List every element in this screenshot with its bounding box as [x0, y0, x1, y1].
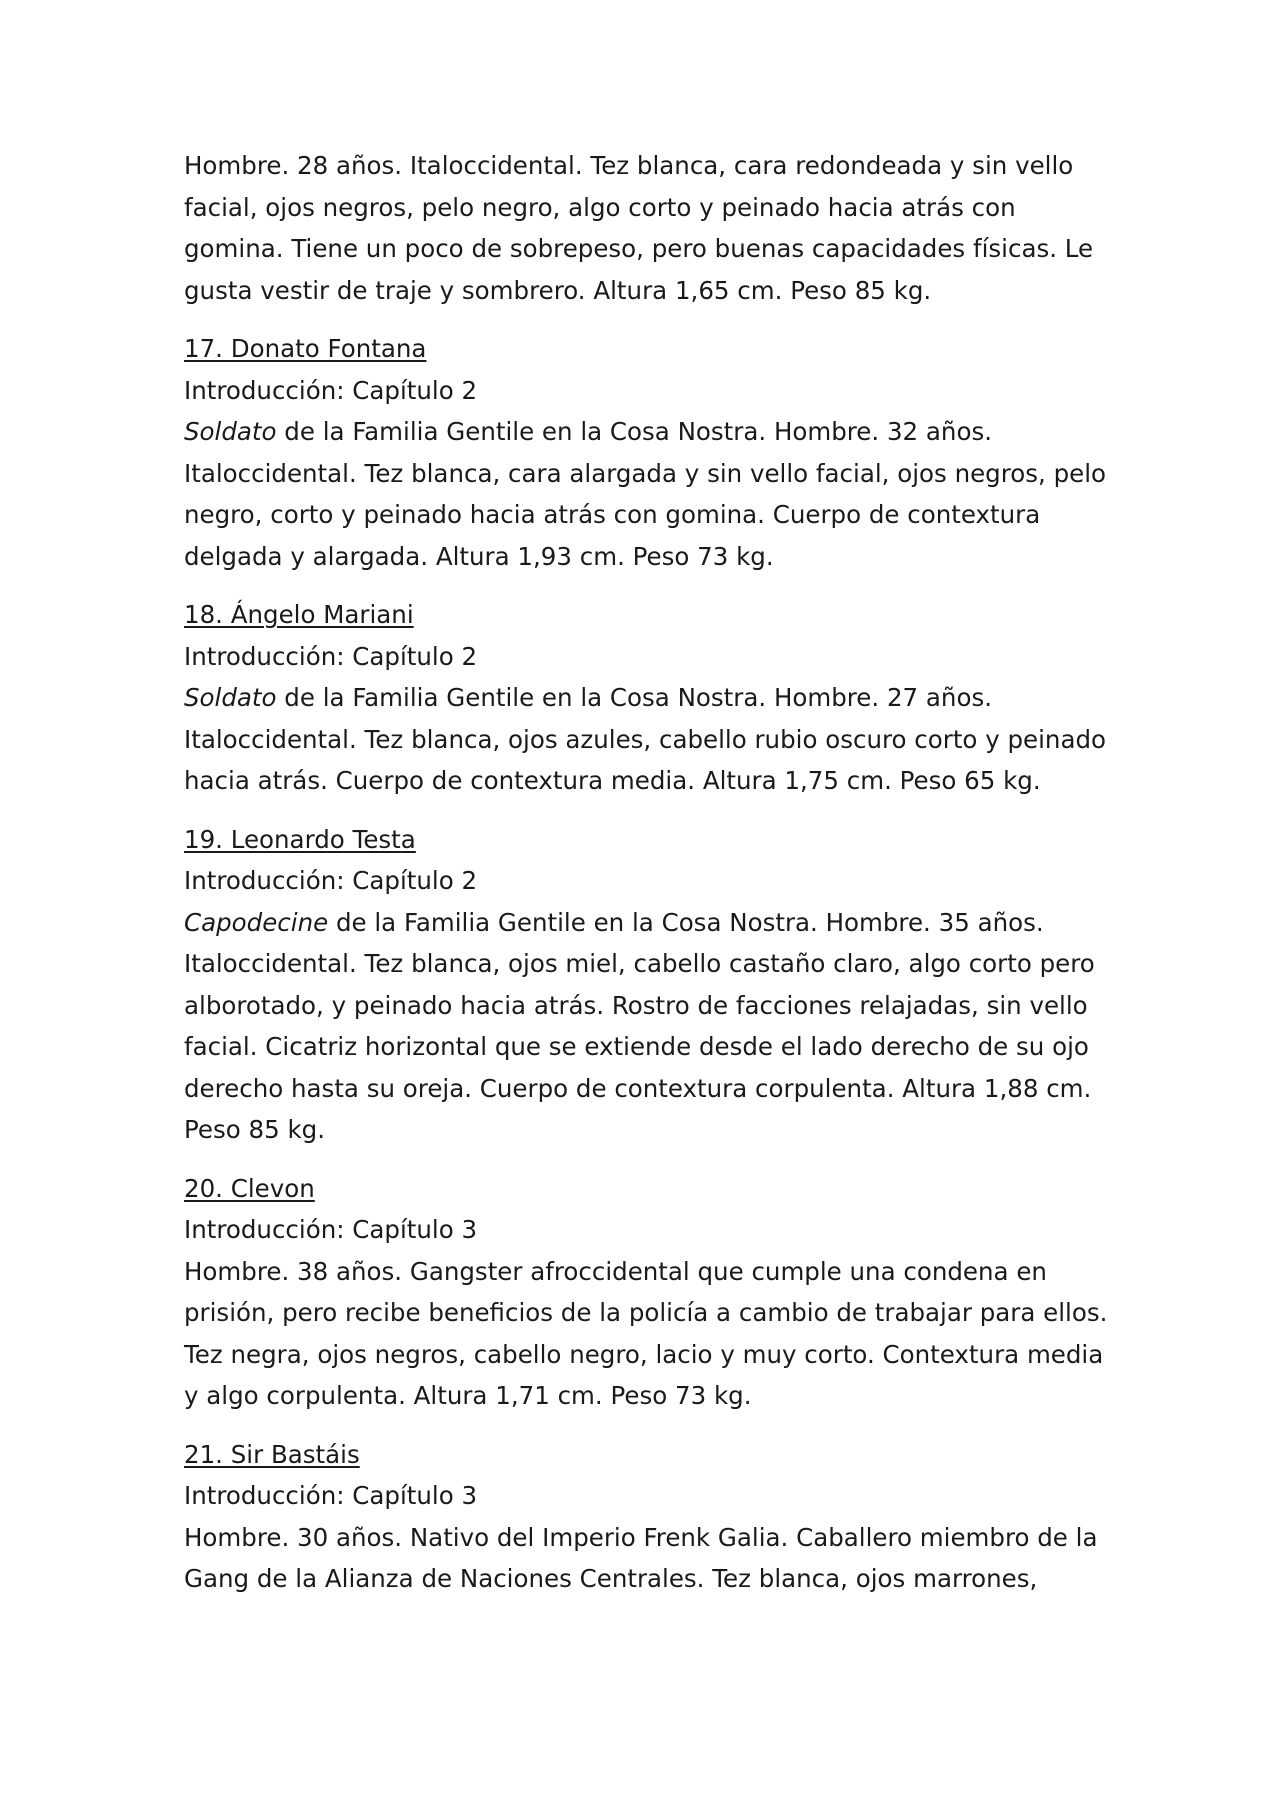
entry-introduction: Introducción: Capítulo 2 — [184, 641, 478, 671]
entry-description — [184, 411, 1114, 577]
entry-introduction: Introducción: Capítulo 2 — [184, 866, 478, 895]
opening-paragraph: Hombre. 28 años. Italoccidental. Tez blanca, cara redondeada y sin vello facial, ojos negros, pelo negro, algo corto y peinado hacia atrás con gomina. Tiene un poco de sobrepeso, pero buenas capacidades físicas. Le gusta vestir de traje y sombrero. Altura 1,65 cm. Peso 85 kg. — [184, 151, 1094, 305]
entry-introduction: Introducción: Capítulo 3 — [184, 1215, 478, 1244]
character-entry-17 — [184, 328, 1114, 577]
entry-title: 21. Sir Bastáis — [184, 1439, 360, 1469]
entry-description — [184, 1517, 1114, 1600]
entry-title: 17. Donato Fontana — [184, 334, 427, 363]
entry-title: 20. Clevon — [184, 1173, 315, 1203]
entry-role: Soldato — [184, 683, 277, 712]
entry-description-text: de la Familia Gentile en la Cosa Nostra. Hombre. 32 años. Italoccidental. Tez blanca, cara alargada y sin vello facial, ojos negros, pelo negro, corto y peinado hacia atrás con gomina. Cuerpo de contextura delgada y alargada. Altura 1,93 cm. Peso 73 kg. — [184, 417, 1107, 571]
entry-description — [184, 902, 1114, 1151]
entry-description-text: de la Familia Gentile en la Cosa Nostra. Hombre. 35 años. Italoccidental. Tez blanca, ojos miel, cabello castaño claro, algo corto pero alborotado, y peinado hacia atrás. Rostro de facciones relajadas, sin vello facial. Cicatriz horizontal que se extiende desde el lado derecho de su ojo derecho hasta su oreja. Cuerpo de contextura corpulenta. Altura 1,88 cm. Peso 85 kg. — [184, 907, 1095, 1144]
entry-role: Soldato — [184, 417, 277, 446]
character-entry-21 — [184, 1434, 1114, 1600]
entry-role: Capodecine — [184, 907, 329, 937]
character-entry-19 — [184, 819, 1114, 1151]
document-page — [184, 145, 1114, 1617]
entry-introduction: Introducción: Capítulo 2 — [184, 375, 478, 405]
entry-description — [184, 1251, 1114, 1417]
entry-description-text: de la Familia Gentile en la Cosa Nostra. Hombre. 27 años. Italoccidental. Tez blanca, ojos azules, cabello rubio oscuro corto y peinado hacia atrás. Cuerpo de contextura media. Altura 1,75 cm. Peso 65 kg. — [184, 683, 1107, 795]
character-entry-20 — [184, 1168, 1114, 1417]
entry-title: 19. Leonardo Testa — [184, 824, 416, 854]
entry-description-text: Hombre. 38 años. Gangster afroccidental que cumple una condena en prisión, pero recibe beneficios de la policía a cambio de trabajar para ellos. Tez negra, ojos negros, cabello negro, lacio y muy corto. Contextura media y algo corpulenta. Altura 1,71 cm. Peso 73 kg. — [184, 1256, 1108, 1410]
entry-title: 18. Ángelo Mariani — [184, 600, 414, 629]
character-entry-18 — [184, 594, 1114, 802]
entry-introduction: Introducción: Capítulo 3 — [184, 1481, 478, 1510]
entry-description — [184, 677, 1114, 802]
entry-description-text: Hombre. 30 años. Nativo del Imperio Frenk Galia. Caballero miembro de la Gang de la Alianza de Naciones Centrales. Tez blanca, ojos marrones, — [184, 1522, 1098, 1593]
